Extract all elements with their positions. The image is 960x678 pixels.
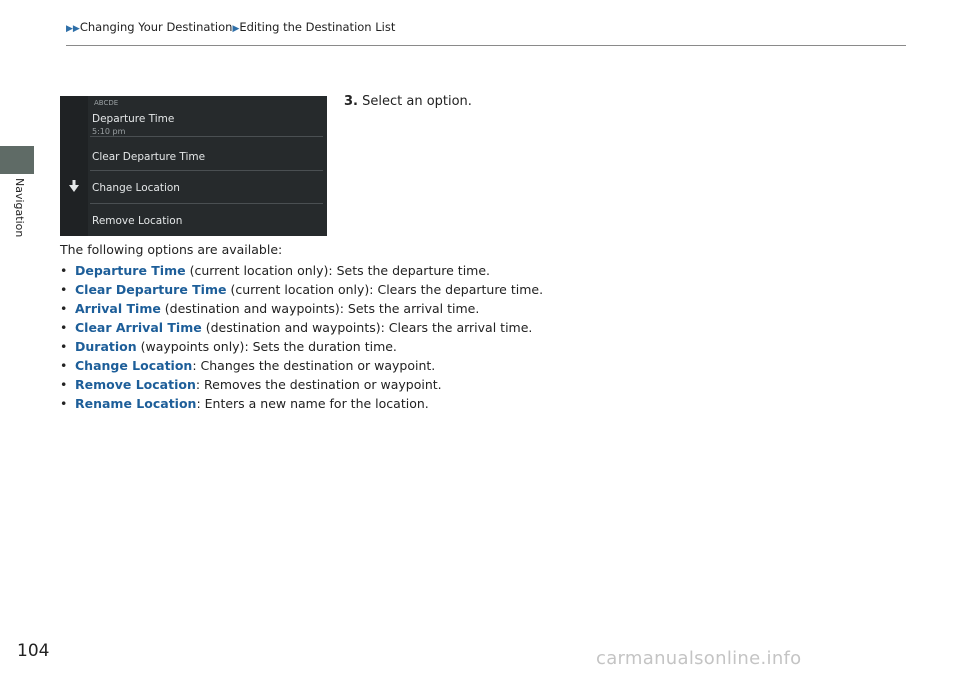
option-desc: : Removes the destination or waypoint. [195,377,442,392]
step-instruction [344,94,472,109]
list-item [60,394,543,413]
breadcrumb-arrow-icon: ▶ [72,24,80,34]
bullet-icon: • [60,377,68,392]
list-item [60,280,543,299]
screen-item-label: Remove Location [92,215,183,227]
page-number: 104 [17,641,50,661]
list-item [60,356,543,375]
screen-item-label: Change Location [92,182,180,194]
option-desc: : Enters a new name for the location. [196,396,429,411]
option-term: Arrival Time [75,301,161,316]
list-item [60,299,543,318]
screen-header: ABCDE [94,99,119,107]
section-label: Navigation [13,178,26,238]
section-tab [0,146,34,174]
list-item [60,337,543,356]
screen-item-change-location [90,172,323,204]
list-item [60,318,543,337]
option-desc: : Changes the destination or waypoint. [192,358,436,373]
option-desc: (destination and waypoints): Clears the arrival time. [201,320,533,335]
breadcrumb [66,20,395,34]
screen-item-label: Departure Time [92,113,175,125]
bullet-icon: • [60,358,68,373]
option-term: Change Location [75,358,193,373]
screen-item-clear-departure-time [90,140,323,171]
bullet-icon: • [60,301,68,316]
navigation-screen-image [60,96,327,236]
option-term: Remove Location [75,377,196,392]
step-number: 3. [344,94,358,109]
breadcrumb-item-changing-destination[interactable]: Changing Your Destination [79,20,233,34]
option-desc: (destination and waypoints): Sets the arrival time. [160,301,480,316]
screen-item-departure-time [90,108,323,137]
option-term: Departure Time [75,263,186,278]
bullet-icon: • [60,320,68,335]
screen-item-label: Clear Departure Time [92,151,206,163]
screen-scroll-strip [60,96,88,236]
list-item [60,375,543,394]
down-arrow-icon [69,180,79,192]
bullet-icon: • [60,263,68,278]
option-term: Clear Departure Time [75,282,227,297]
option-desc: (waypoints only): Sets the duration time. [136,339,397,354]
breadcrumb-arrow-icon: ▶ [232,24,240,34]
step-text: Select an option. [357,94,472,109]
watermark: carmanualsonline.info [596,648,802,669]
breadcrumb-arrow-icon: ▶ [66,24,73,34]
option-term: Duration [75,339,137,354]
screen-item-remove-location [90,205,323,236]
bullet-icon: • [60,339,68,354]
screen-item-subtext: 5:10 pm [92,127,126,136]
options-intro: The following options are available: [60,242,283,257]
header-rule [66,45,906,46]
breadcrumb-item-editing-list[interactable]: Editing the Destination List [239,20,396,34]
options-list [60,261,543,413]
bullet-icon: • [60,396,68,411]
list-item [60,261,543,280]
option-term: Clear Arrival Time [75,320,202,335]
option-term: Rename Location [75,396,197,411]
option-desc: (current location only): Clears the departure time. [226,282,544,297]
bullet-icon: • [60,282,68,297]
option-desc: (current location only): Sets the departure time. [185,263,491,278]
